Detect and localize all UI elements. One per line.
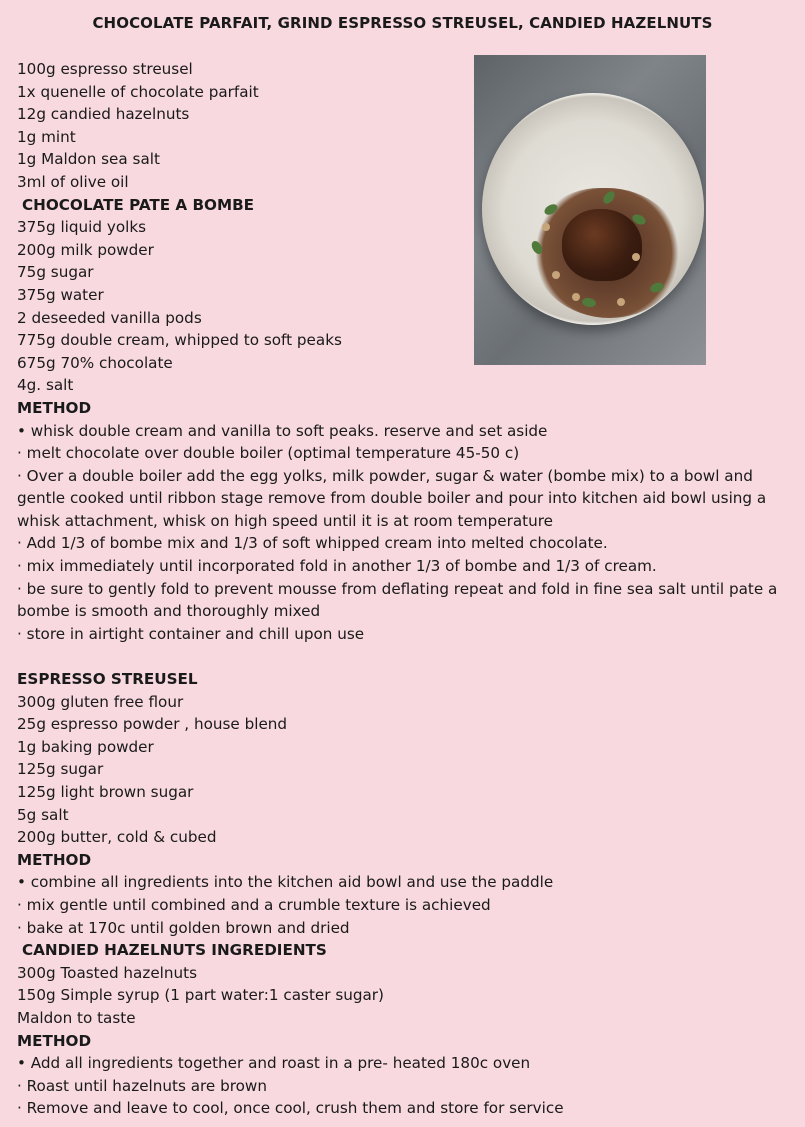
recipe-line: 200g butter, cold & cubed — [17, 828, 217, 847]
recipe-line: 75g sugar — [17, 263, 94, 282]
recipe-line: • Add all ingredients together and roast in a pre- heated 180c oven — [17, 1054, 531, 1073]
recipe-line: · bake at 170c until golden brown and dried — [17, 918, 350, 937]
method-step: · Over a double boiler add the egg yolks, milk powder, sugar & water (bombe mix) to a bowl and gentle cooked until ribbon stage remove from double boiler and pour into kitchen aid bowl using a whisk attachment, whisk on high speed until it is at room temperature — [17, 466, 767, 530]
recipe-line: 300g gluten free flour — [17, 692, 184, 711]
recipe-line: 3ml of olive oil — [17, 172, 129, 191]
section-heading: CHOCOLATE PATE A BOMBE — [22, 195, 255, 214]
recipe-line: • combine all ingredients into the kitchen aid bowl and use the paddle — [17, 873, 554, 892]
recipe-line: 1g baking powder — [17, 737, 154, 756]
recipe-line: · mix immediately until incorporated fold in another 1/3 of bombe and 1/3 of cream. — [17, 557, 657, 576]
recipe-line: Maldon to taste — [17, 1008, 136, 1027]
recipe-line: 675g 70% chocolate — [17, 353, 173, 372]
recipe-line: 4g. salt — [17, 376, 74, 395]
recipe-line: 125g sugar — [17, 760, 104, 779]
spacer — [17, 645, 802, 668]
recipe-line: 375g liquid yolks — [17, 218, 147, 237]
method-step: · be sure to gently fold to prevent mousse from deflating repeat and fold in fine sea salt until pate a bombe is smooth and thoroughly mixed — [17, 579, 778, 621]
recipe-line: • whisk double cream and vanilla to soft peaks. reserve and set aside — [17, 421, 548, 440]
recipe-line: · store in airtight container and chill upon use — [17, 624, 365, 643]
recipe-line: 300g Toasted hazelnuts — [17, 963, 198, 982]
recipe-line: · Roast until hazelnuts are brown — [17, 1076, 267, 1095]
recipe-line: 775g double cream, whipped to soft peaks — [17, 331, 342, 350]
recipe-line: 200g milk powder — [17, 240, 154, 259]
recipe-line: 25g espresso powder , house blend — [17, 715, 288, 734]
recipe-line: 12g candied hazelnuts — [17, 105, 190, 124]
recipe-line: 5g salt — [17, 805, 69, 824]
recipe-line: · Remove and leave to cool, once cool, crush them and store for service — [17, 1099, 564, 1118]
section-heading: METHOD — [17, 398, 92, 417]
section-heading: CANDIED HAZELNUTS INGREDIENTS — [22, 941, 327, 960]
section-heading: ESPRESSO STREUSEL — [17, 670, 198, 689]
recipe-line: · melt chocolate over double boiler (optimal temperature 45-50 c) — [17, 444, 520, 463]
recipe-line: · Add 1/3 of bombe mix and 1/3 of soft whipped cream into melted chocolate. — [17, 534, 608, 553]
recipe-line: 2 deseeded vanilla pods — [17, 308, 202, 327]
recipe-body — [17, 58, 802, 1120]
recipe-line: · mix gentle until combined and a crumble texture is achieved — [17, 895, 491, 914]
section-heading: METHOD — [17, 1031, 92, 1050]
recipe-line: 1g mint — [17, 127, 76, 146]
section-heading: METHOD — [17, 850, 92, 869]
recipe-line: 1g Maldon sea salt — [17, 150, 160, 169]
recipe-title: CHOCOLATE PARFAIT, GRIND ESPRESSO STREUSEL, CANDIED HAZELNUTS — [92, 14, 713, 32]
recipe-line: 375g water — [17, 285, 104, 304]
recipe-line: 150g Simple syrup (1 part water:1 caster sugar) — [17, 986, 384, 1005]
recipe-line: 1x quenelle of chocolate parfait — [17, 82, 259, 101]
recipe-line: 100g espresso streusel — [17, 60, 193, 78]
recipe-line: 125g light brown sugar — [17, 783, 194, 801]
